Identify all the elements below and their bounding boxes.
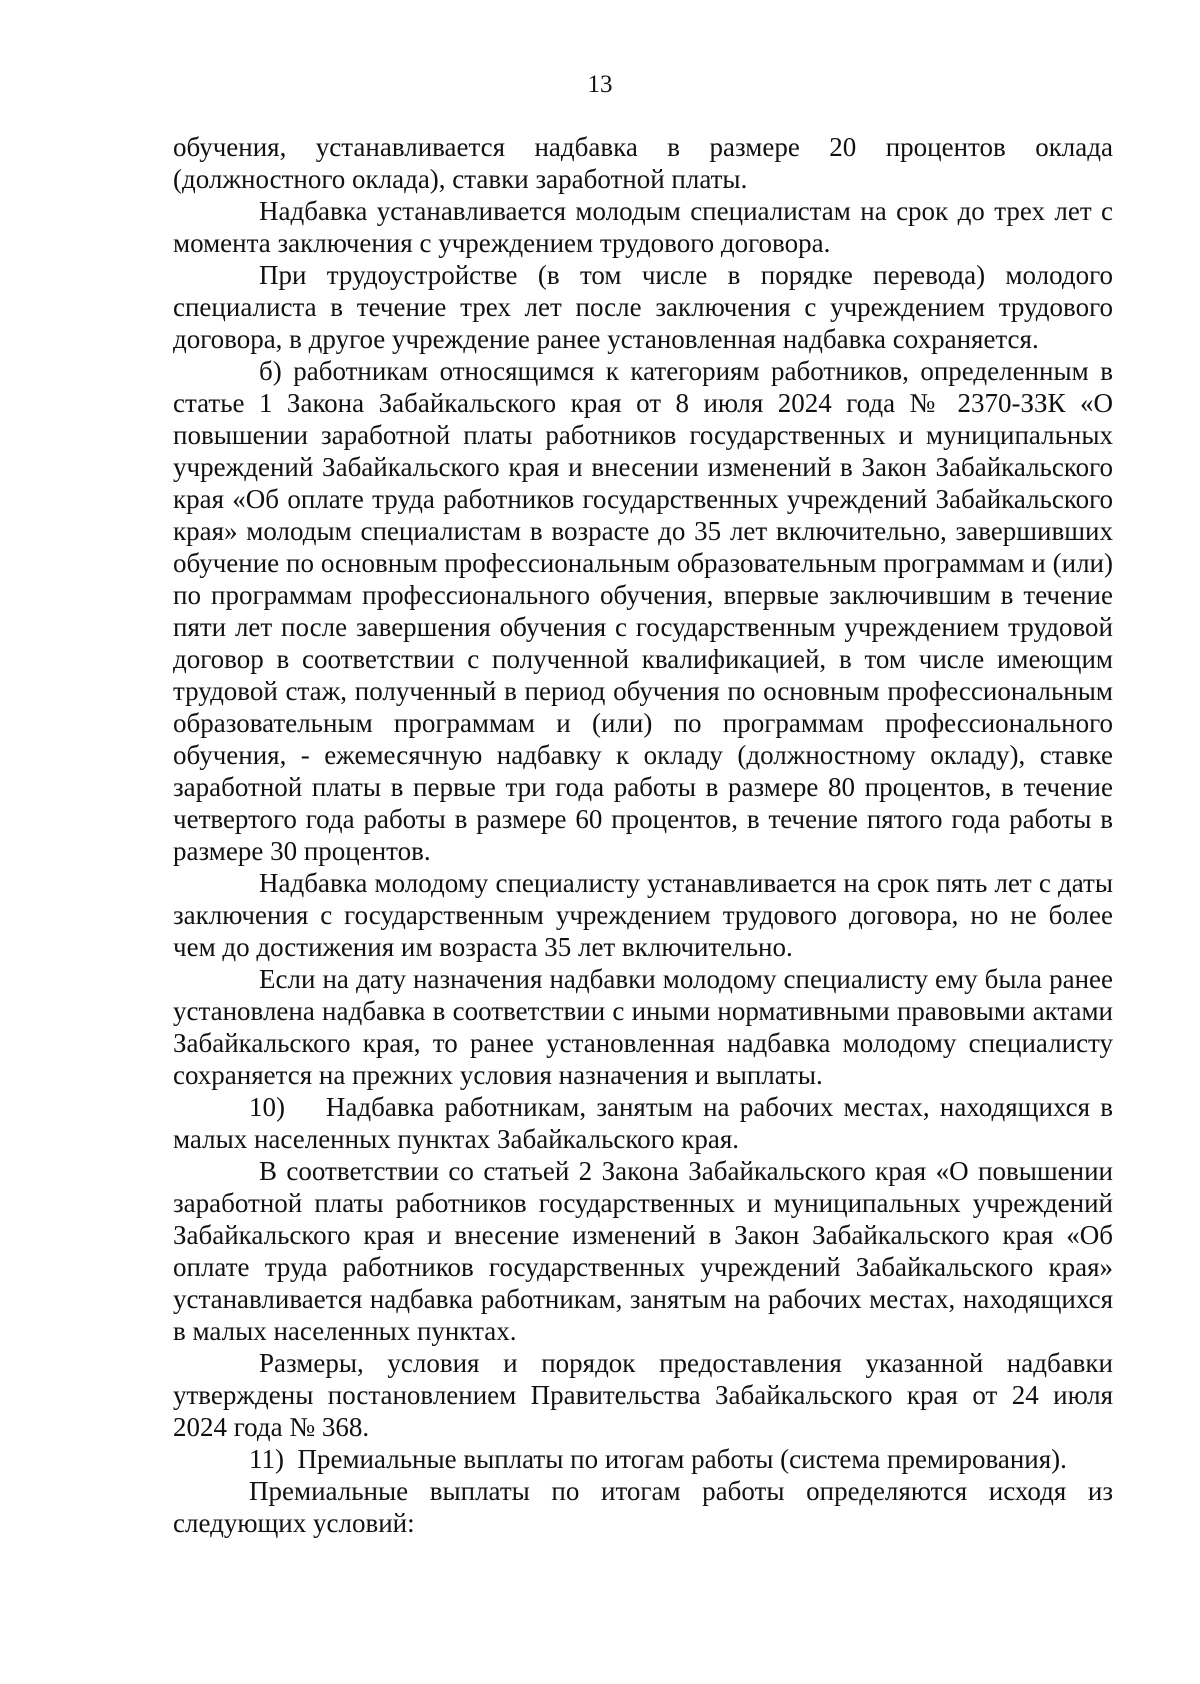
paragraph-article-2: В соответствии со статьей 2 Закона Забайкальского края «О повышении заработной платы работников государственных и муниципальных учреждений Забайкальского края и внесение изменений в Закон Забайкальского края «Об оплате труда работников государственных учреждений Забайкальского края» устанавливается надбавка работникам, занятым на рабочих местах, находящихся в малых населенных пунктах.: [173, 1156, 1113, 1346]
paragraph-item-10: 10) Надбавка работникам, занятым на рабочих местах, находящихся в малых населенных пунктах Забайкальского края.: [173, 1092, 1113, 1154]
paragraph-previous-allowance: Если на дату назначения надбавки молодому специалисту ему была ранее установлена надбавка в соответствии с иными нормативными правовыми актами Забайкальского края, то ранее установленная надбавка молодому специалисту сохраняется на прежних условия назначения и выплаты.: [173, 964, 1113, 1090]
document-body: [173, 131, 1113, 1539]
paragraph-transfer: При трудоустройстве (в том числе в порядке перевода) молодого специалиста в течение трех лет после заключения с учреждением трудового договора, в другое учреждение ранее установленная надбавка сохраняется.: [173, 260, 1113, 354]
paragraph-item-11: 11) Премиальные выплаты по итогам работы (система премирования).: [249, 1444, 1067, 1474]
paragraph-term: Надбавка устанавливается молодым специалистам на срок до трех лет с момента заключения с учреждением трудового договора.: [173, 196, 1113, 258]
paragraph-government-resolution: Размеры, условия и порядок предоставления указанной надбавки утверждены постановлением Правительства Забайкальского края от 24 июля 2024 года № 368.: [173, 1348, 1113, 1442]
paragraph-item-b: б) работникам относящимся к категориям работников, определенным в статье 1 Закона Забайкальского края от 8 июля 2024 года № 2370-ЗЗК «О повышении заработной платы работников государственных и муниципальных учреждений Забайкальского края и внесении изменений в Закон Забайкальского края «Об оплате труда работников государственных учреждений Забайкальского края» молодым специалистам в возрасте до 35 лет включительно, завершивших обучение по основным профессиональным образовательным программам и (или) по программам профессионального обучения, впервые заключившим в течение пяти лет после завершения обучения с государственным учреждением трудовой договор в соответствии с полученной квалификацией, в том числе имеющим трудовой стаж, полученный в период обучения по основным профессиональным образовательным программам и (или) по программам профессионального обучения, - ежемесячную надбавку к окладу (должностному окладу), ставке заработной платы в первые три года работы в размере 80 процентов, в течение четвертого года работы в размере 60 процентов, в течение пятого года работы в размере 30 процентов.: [173, 356, 1113, 866]
page-number: 13: [587, 71, 613, 98]
paragraph-young-specialist-term: Надбавка молодому специалисту устанавливается на срок пять лет с даты заключения с государственным учреждением трудового договора, но не более чем до достижения им возраста 35 лет включительно.: [173, 868, 1113, 962]
paragraph-continuation: обучения, устанавливается надбавка в размере 20 процентов оклада (должностного оклада), ставки заработной платы.: [173, 132, 1113, 194]
paragraph-bonus-conditions: Премиальные выплаты по итогам работы определяются исходя из следующих условий:: [173, 1476, 1113, 1538]
